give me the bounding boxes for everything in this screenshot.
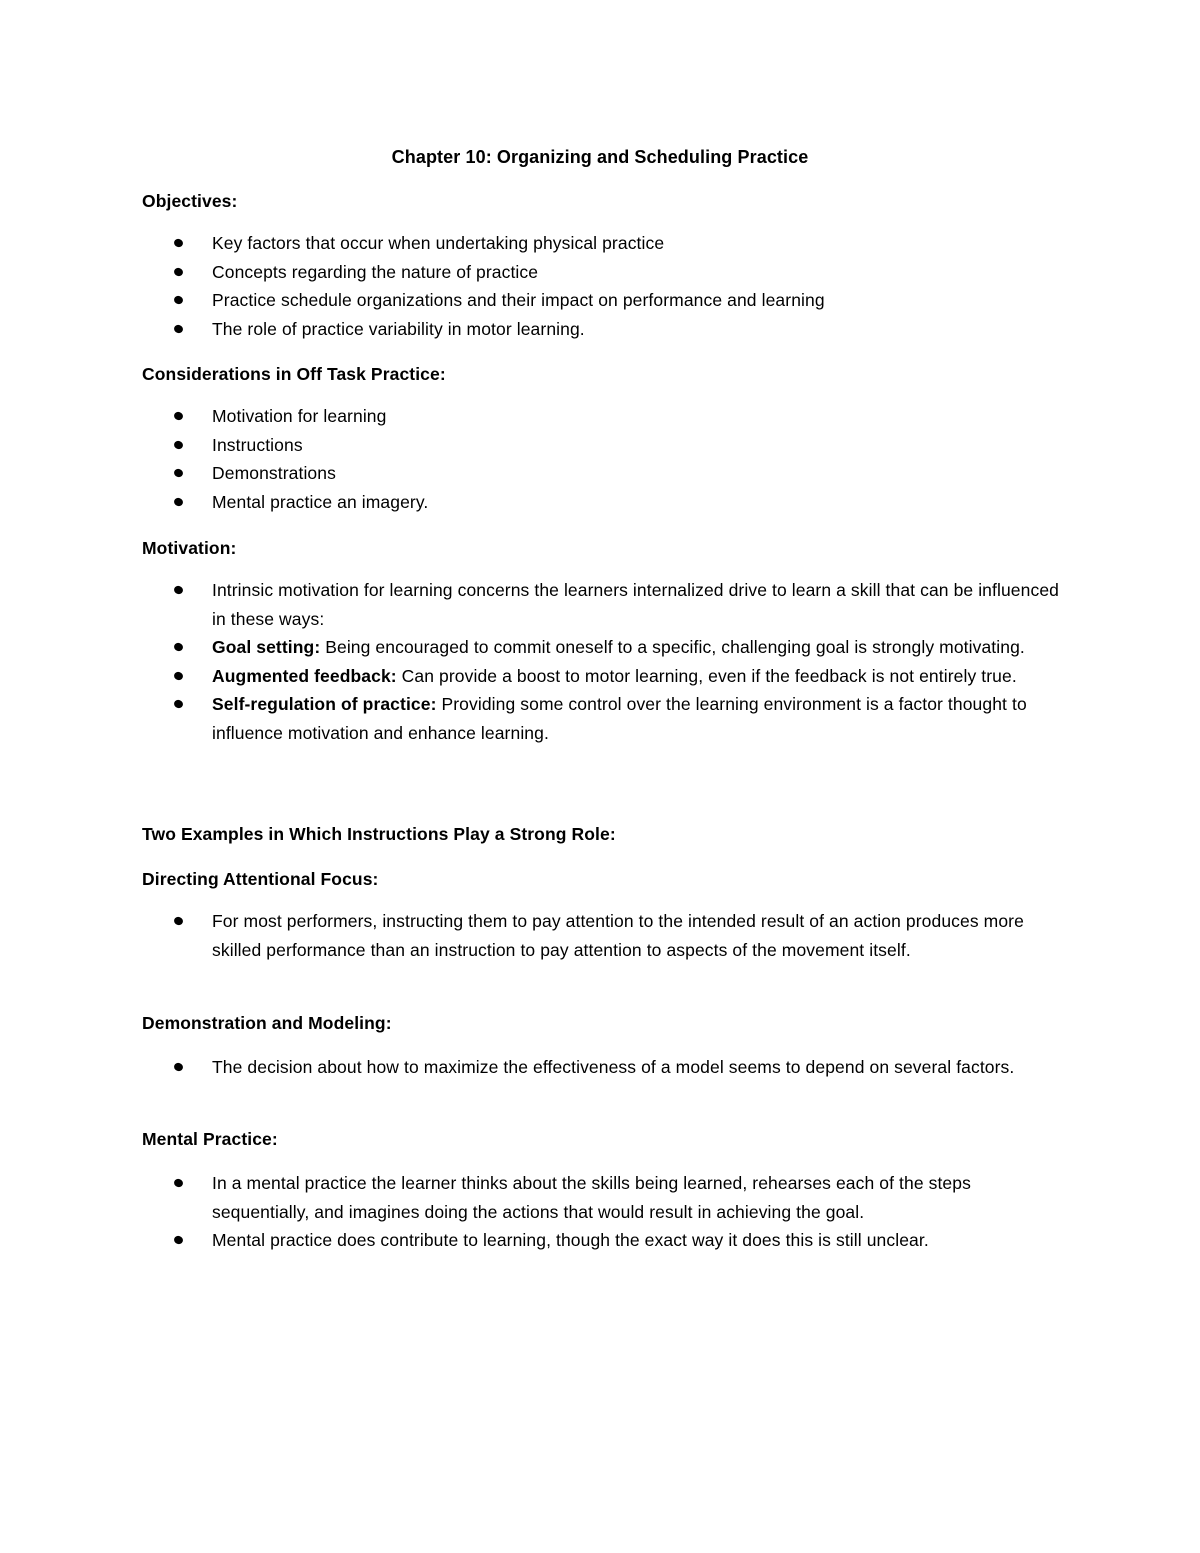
attentional-focus-heading: Directing Attentional Focus: xyxy=(142,869,379,889)
motivation-list xyxy=(0,576,1062,747)
bullet-icon xyxy=(173,1235,184,1246)
objectives-heading: Objectives: xyxy=(142,191,238,211)
off-task-list xyxy=(0,402,1062,516)
bullet-icon xyxy=(173,439,184,450)
list-item: Motivation for learning xyxy=(0,402,1062,431)
bullet-icon xyxy=(173,238,184,249)
bullet-icon xyxy=(173,468,184,479)
list-item: Self-regulation of practice: Providing some control over the learning environment is a factor thought to influence motivation and enhance learning. xyxy=(0,690,1062,747)
bullet-icon xyxy=(173,699,184,710)
bullet-icon xyxy=(173,585,184,596)
motivation-heading: Motivation: xyxy=(142,538,237,558)
bullet-icon xyxy=(173,916,184,927)
bullet-icon xyxy=(173,642,184,653)
list-item: For most performers, instructing them to pay attention to the intended result of an action produces more skilled performance than an instruction to pay attention to aspects of the movement itself. xyxy=(0,907,1062,964)
bullet-icon xyxy=(173,1062,184,1073)
list-item: The role of practice variability in motor learning. xyxy=(0,315,1062,344)
list-item: Practice schedule organizations and their impact on performance and learning xyxy=(0,286,1062,315)
list-item: Mental practice an imagery. xyxy=(0,488,1062,517)
demonstration-heading: Demonstration and Modeling: xyxy=(142,1013,392,1033)
attentional-focus-list xyxy=(0,907,1062,964)
page-title: Chapter 10: Organizing and Scheduling Practice xyxy=(391,147,809,167)
list-item: Demonstrations xyxy=(0,459,1062,488)
bullet-icon xyxy=(173,323,184,334)
list-item: Key factors that occur when undertaking physical practice xyxy=(0,229,1062,258)
bullet-icon xyxy=(173,670,184,681)
off-task-heading: Considerations in Off Task Practice: xyxy=(142,364,446,384)
list-item: Augmented feedback: Can provide a boost to motor learning, even if the feedback is not entirely true. xyxy=(0,662,1062,691)
mental-practice-list xyxy=(0,1169,1062,1255)
bullet-icon xyxy=(173,1178,184,1189)
objectives-list xyxy=(0,229,1062,343)
bullet-icon xyxy=(173,411,184,422)
list-item: Mental practice does contribute to learning, though the exact way it does this is still unclear. xyxy=(0,1226,1062,1255)
demonstration-list xyxy=(0,1053,1062,1082)
list-item: Intrinsic motivation for learning concerns the learners internalized drive to learn a skill that can be influenced in these ways: xyxy=(0,576,1062,633)
bullet-icon xyxy=(173,295,184,306)
list-item: Instructions xyxy=(0,431,1062,460)
bullet-icon xyxy=(173,266,184,277)
list-item: The decision about how to maximize the effectiveness of a model seems to depend on several factors. xyxy=(0,1053,1062,1082)
mental-practice-heading: Mental Practice: xyxy=(142,1129,278,1149)
two-examples-heading: Two Examples in Which Instructions Play a Strong Role: xyxy=(142,824,616,844)
bullet-icon xyxy=(173,496,184,507)
list-item: Concepts regarding the nature of practice xyxy=(0,258,1062,287)
list-item: Goal setting: Being encouraged to commit oneself to a specific, challenging goal is strongly motivating. xyxy=(0,633,1062,662)
list-item: In a mental practice the learner thinks about the skills being learned, rehearses each of the steps sequentially, and imagines doing the actions that would result in achieving the goal. xyxy=(0,1169,1062,1226)
